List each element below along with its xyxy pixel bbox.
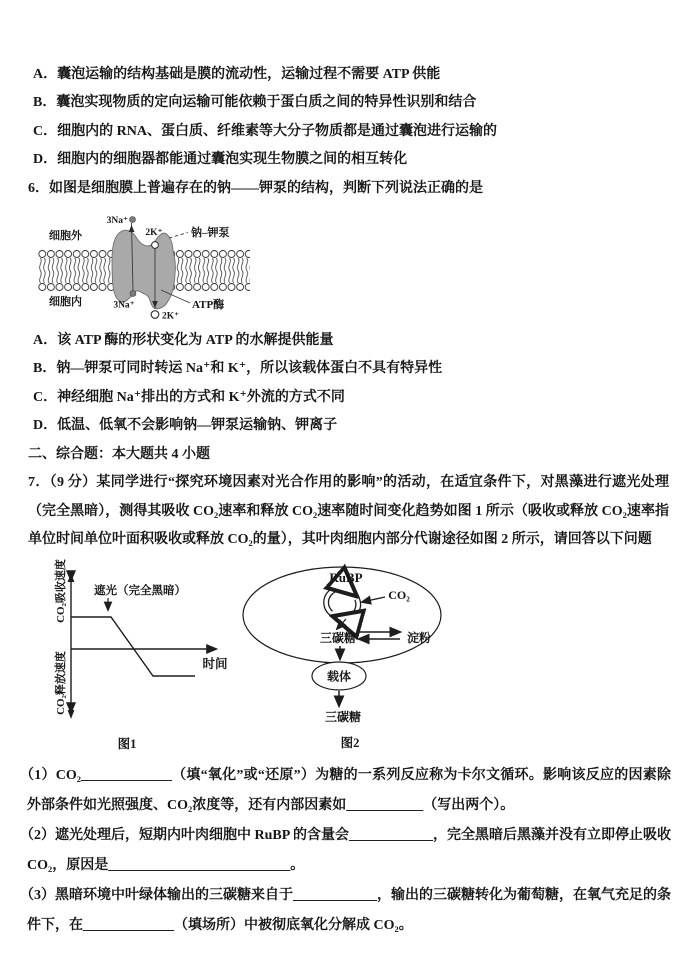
- q6-option-c: C．神经细胞 Na⁺排出的方式和 K⁺外流的方式不同: [33, 389, 345, 405]
- label-inside-cell: 细胞内: [49, 296, 82, 309]
- fig1-annotation: 遮光（完全黑暗）: [94, 584, 186, 597]
- fig2-caption: 图2: [340, 735, 360, 750]
- label-na-bottom: 3Na⁺: [113, 300, 135, 311]
- label-pump: 钠–钾泵: [191, 227, 230, 240]
- membrane-left: [38, 250, 115, 291]
- fig1-ylabel-release: CO₂释放速度: [55, 650, 67, 715]
- calvin-cycle-arc-right: [339, 599, 358, 619]
- k-ion-outside: [152, 242, 159, 249]
- label-na-top: 3Na⁺: [106, 216, 128, 227]
- q6-option-a: A．该 ATP 酶的形状变化为 ATP 的水解提供能量: [33, 333, 334, 349]
- pump-pointer-line: [169, 233, 188, 239]
- question6-stem: 6．如图是细胞膜上普遍存在的钠——钾泵的结构，判断下列说法正确的是: [28, 180, 483, 196]
- pump-protein-shape: [112, 230, 175, 309]
- na-up-arrow: [129, 225, 135, 232]
- fig2-carrier-label: 载体: [326, 669, 352, 684]
- fig1-y-axis-bottom-arrow: [68, 710, 75, 719]
- na-ion-outside: [130, 217, 136, 223]
- membrane-pump-figure: [30, 206, 262, 331]
- fig1-xlabel: 时间: [202, 656, 228, 671]
- fig1-caption: 图1: [117, 736, 137, 751]
- fig2-starch-label: 淀粉: [406, 630, 432, 645]
- q7-subquestion-3: （3）黑暗环境中叶绿体输出的三碳糖来自于____________，输出的三碳糖转化为葡萄糖，在氧气充足的条件下，在_____________（填场所）中被彻底氧化分解成 CO₂。: [20, 887, 671, 933]
- figures-row: [0, 549, 691, 761]
- label-atp-enzyme: ATP酶: [192, 299, 225, 312]
- section2-header: 二、综合题：本大题共 4 小题: [28, 446, 210, 462]
- figure2-pathway: [233, 549, 463, 761]
- q7-subquestion-2: （2）遮光处理后，短期内叶肉细胞中 RuBP 的含量会____________，完全黑暗后黑藻并没有立即停止吸收 CO₂，原因是__________________________。: [20, 827, 672, 873]
- label-k-bottom: 2K⁺: [162, 311, 180, 322]
- fig2-triose-out-label: 三碳糖: [324, 709, 362, 724]
- label-k-top: 2K⁺: [145, 228, 163, 239]
- co2-arrow: [362, 597, 385, 602]
- fig2-triose-label: 三碳糖: [319, 630, 357, 645]
- prev-option-d: D．细胞内的细胞器都能通过囊泡实现生物膜之间的相互转化: [33, 152, 408, 168]
- fig2-rubp-label: RuBP: [329, 569, 363, 585]
- figure1-graph: [23, 551, 238, 761]
- prev-option-a: A．囊泡运输的结构基础是膜的流动性，运输过程不需要 ATP 供能: [33, 67, 441, 82]
- membrane-right: [173, 250, 250, 291]
- fig1-y-axis-top-arrow: [68, 573, 75, 582]
- na-ion-inside: [130, 291, 136, 297]
- q6-option-b: B．钠—钾泵可同时转运 Na⁺和 K⁺，所以该载体蛋白不具有特异性: [33, 361, 443, 377]
- fig1-curve: [71, 617, 195, 676]
- q6-option-d: D．低温、低氧不会影响钠—钾泵运输钠、钾离子: [33, 418, 338, 434]
- fig1-ylabel-absorb: CO₂吸收速度: [55, 558, 67, 623]
- question7-stem: 7．（9 分）某同学进行“探究环境因素对光合作用的影响”的活动，在适宜条件下，对黑藻进行遮光处理（完全黑暗），测得其吸收 CO₂速率和释放 CO₂速率随时间变化趋势如图 1 所示（吸收或释放 CO₂速率指单位时间单位叶面积吸收或释放 CO₂的量），其叶肉细胞内部分代谢途径如图 2 所示，请回答以下问题: [28, 475, 669, 548]
- k-ion-inside: [151, 311, 159, 319]
- fig2-co2-label: CO₂: [388, 587, 410, 602]
- label-outside-cell: 细胞外: [49, 230, 82, 243]
- q7-subquestion-1: （1）CO₂_____________（填“氧化”或“还原”）为糖的一系列反应称为卡尔文循环。影响该反应的因素除外部条件如光照强度、CO₂浓度等，还有内部因素如___________（写出两个）。: [20, 767, 671, 813]
- prev-option-b: B．囊泡实现物质的定向运输可能依赖于蛋白质之间的特异性识别和结合: [33, 95, 477, 111]
- prev-option-c: C．细胞内的 RNA、蛋白质、纤维素等大分子物质都是通过囊泡进行运输的: [33, 123, 497, 139]
